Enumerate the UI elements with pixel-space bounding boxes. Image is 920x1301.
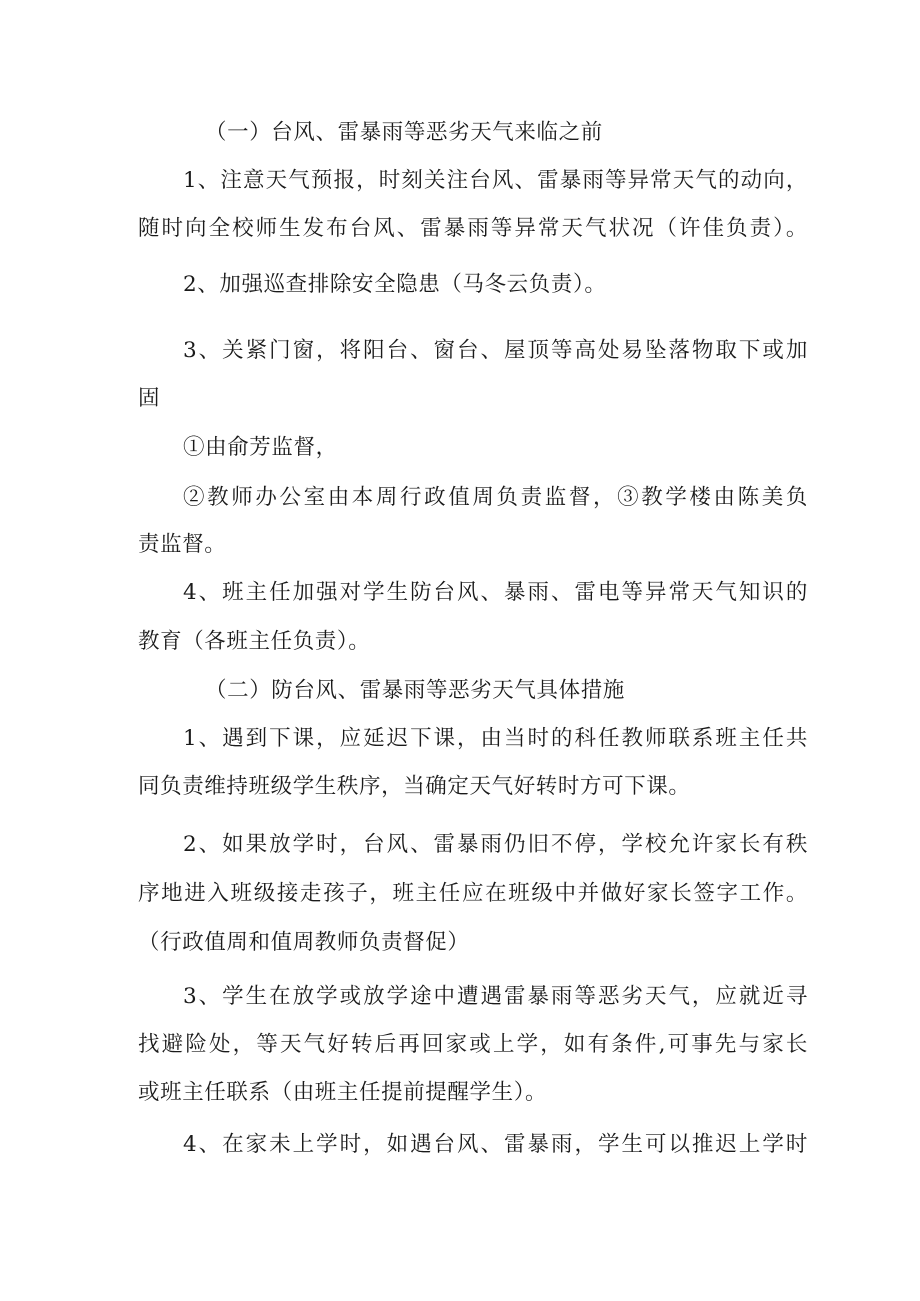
paragraph-line: 随时向全校师生发布台风、雷暴雨等异常天气状况（许佳负责）。 bbox=[138, 216, 808, 241]
paragraph-line: 找避险处，等天气好转后再回家或上学，如有条件,可事先与家长 bbox=[138, 1032, 808, 1057]
paragraph-line: 1、遇到下课，应延迟下课，由当时的科任教师联系班主任共 bbox=[183, 726, 808, 751]
paragraph-line: 责监督。 bbox=[138, 532, 227, 557]
paragraph-line: 4、班主任加强对学生防台风、暴雨、雷电等异常天气知识的 bbox=[183, 580, 808, 605]
paragraph-line: ②教师办公室由本周行政值周负责监督，③教学楼由陈美负 bbox=[183, 485, 808, 510]
paragraph-line: 教育（各班主任负责）。 bbox=[138, 629, 371, 654]
paragraph-line: （行政值周和值周教师负责督促） bbox=[138, 930, 470, 955]
paragraph-line: 同负责维持班级学生秩序，当确定天气好转时方可下课。 bbox=[138, 774, 691, 799]
paragraph-line: 3、关紧门窗，将阳台、窗台、屋顶等高处易坠落物取下或加 bbox=[183, 338, 808, 363]
paragraph-line: 2、如果放学时，台风、雷暴雨仍旧不停，学校允许家长有秩 bbox=[183, 832, 808, 857]
paragraph-line: 2、加强巡查排除安全隐患（马冬云负责）。 bbox=[183, 272, 607, 297]
paragraph-line: 或班主任联系（由班主任提前提醒学生）。 bbox=[138, 1080, 548, 1105]
paragraph-line: 序地进入班级接走孩子，班主任应在班级中并做好家长签字工作。 bbox=[138, 881, 808, 906]
paragraph-line: 4、在家未上学时，如遇台风、雷暴雨，学生可以推迟上学时 bbox=[183, 1132, 808, 1157]
paragraph-line: ①由俞芳监督， bbox=[183, 435, 338, 460]
section-heading-2: （二）防台风、雷暴雨等恶劣天气具体措施 bbox=[205, 678, 625, 703]
paragraph-line: 3、学生在放学或放学途中遭遇雷暴雨等恶劣天气，应就近寻 bbox=[183, 984, 808, 1009]
section-heading-1: （一）台风、雷暴雨等恶劣天气来临之前 bbox=[205, 120, 603, 145]
paragraph-line: 固 bbox=[138, 386, 161, 411]
paragraph-line: 1、注意天气预报，时刻关注台风、雷暴雨等异常天气的动向， bbox=[183, 168, 808, 193]
